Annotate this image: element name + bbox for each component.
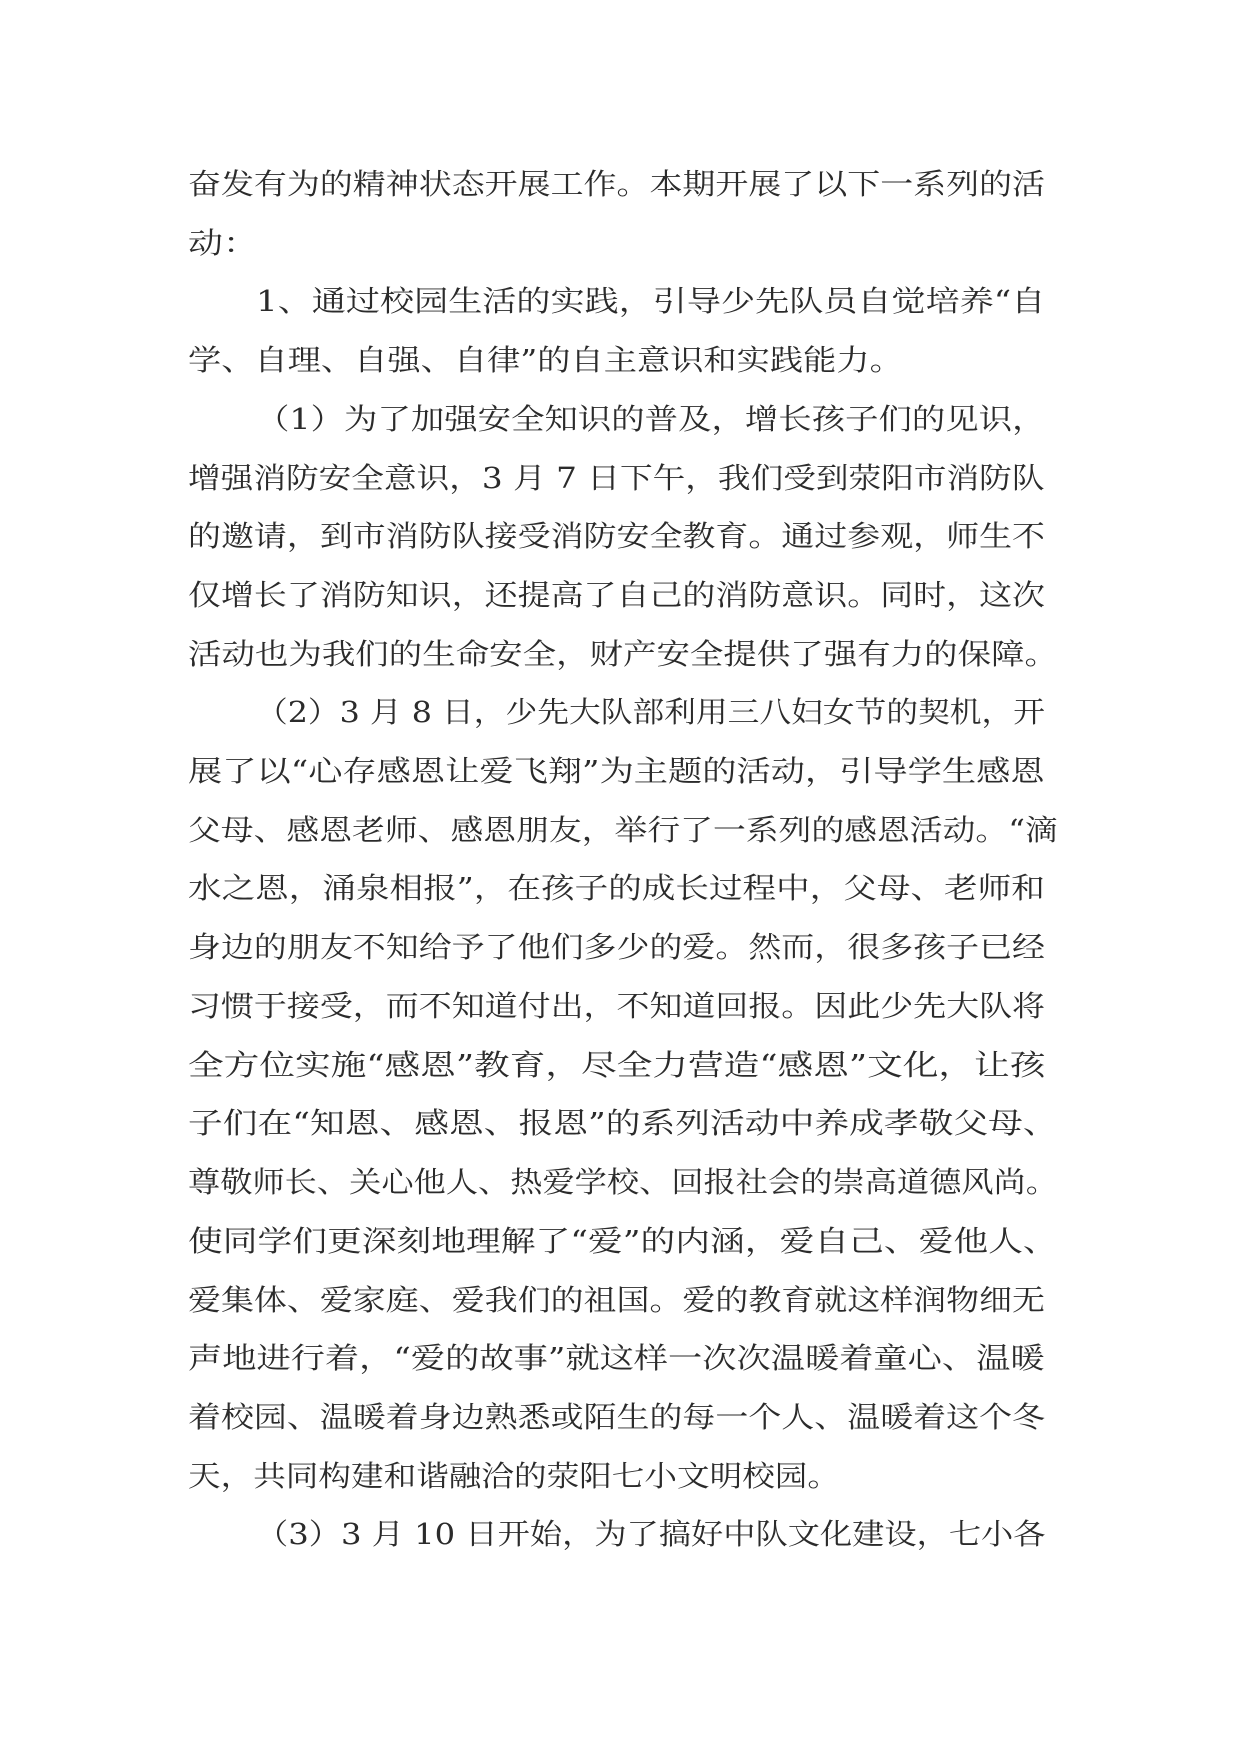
text-line: 全方位实施“感恩”教育，尽全力营造“感恩”文化，让孩 — [188, 1048, 1046, 1082]
text-line: （1）为了加强安全知识的普及，增长孩子们的见识， — [256, 402, 1046, 436]
text-line: 展了以“心存感恩让爱飞翔”为主题的活动，引导学生感恩 — [188, 754, 1045, 788]
text-line: 增强消防安全意识，3 月 7 日下午，我们受到荥阳市消防队 — [188, 461, 1045, 495]
text-line: 动： — [188, 226, 259, 260]
text-line: 爱集体、爱家庭、爱我们的祖国。爱的教育就这样润物细无 — [188, 1283, 1046, 1317]
text-line: 仅增长了消防知识，还提高了自己的消防意识。同时，这次 — [188, 578, 1046, 612]
text-line: （2）3 月 8 日，少先大队部利用三八妇女节的契机，开 — [256, 695, 1046, 729]
text-line: 奋发有为的精神状态开展工作。本期开展了以下一系列的活 — [188, 167, 1046, 201]
text-line: 身边的朋友不知给予了他们多少的爱。然而，很多孩子已经 — [188, 930, 1046, 964]
text-line: 学、自理、自强、自律”的自主意识和实践能力。 — [188, 343, 903, 377]
text-line: 习惯于接受，而不知道付出，不知道回报。因此少先大队将 — [188, 989, 1046, 1023]
text-line: 子们在“知恩、感恩、报恩”的系列活动中养成孝敬父母、 — [188, 1106, 1058, 1140]
text-line: 天，共同构建和谐融洽的荥阳七小文明校园。 — [188, 1459, 841, 1493]
text-line: （3）3 月 10 日开始，为了搞好中队文化建设，七小各 — [256, 1517, 1046, 1551]
text-line: 声地进行着，“爱的故事”就这样一次次温暖着童心、温暖 — [188, 1341, 1045, 1375]
text-line: 活动也为我们的生命安全，财产安全提供了强有力的保障。 — [188, 637, 1059, 671]
text-line: 使同学们更深刻地理解了“爱”的内涵，爱自己、爱他人、 — [188, 1224, 1058, 1258]
text-line: 1、通过校园生活的实践，引导少先队员自觉培养“自 — [256, 284, 1046, 318]
text-line: 尊敬师长、关心他人、热爱学校、回报社会的崇高道德风尚。 — [188, 1165, 1059, 1199]
text-line: 水之恩，涌泉相报”，在孩子的成长过程中，父母、老师和 — [188, 871, 1045, 905]
text-line: 的邀请，到市消防队接受消防安全教育。通过参观，师生不 — [188, 519, 1046, 553]
text-line: 着校园、温暖着身边熟悉或陌生的每一个人、温暖着这个冬 — [188, 1400, 1046, 1434]
text-line: 父母、感恩老师、感恩朋友，举行了一系列的感恩活动。“滴 — [188, 813, 1058, 847]
